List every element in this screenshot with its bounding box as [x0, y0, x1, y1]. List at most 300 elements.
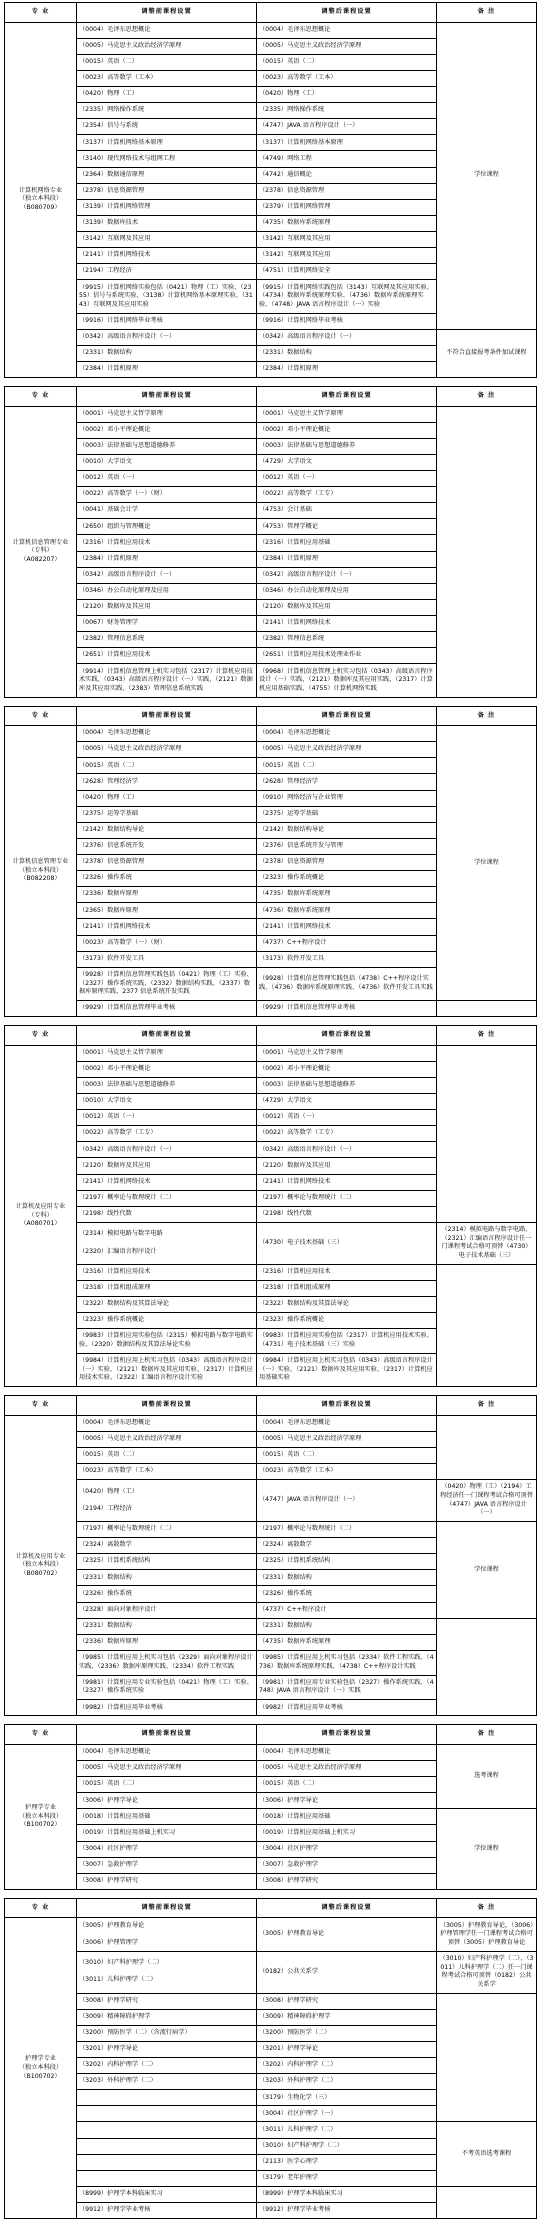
course-after: （3005）护理教育导论	[257, 1918, 437, 1951]
course-after: （2142）数据结构导论	[257, 822, 437, 838]
course-after: （3137）计算机网络基本原理	[257, 135, 437, 151]
course-before: （0342）高级语言程序设计（一）	[77, 567, 257, 583]
course-before: （0015）英语（二）	[77, 54, 257, 70]
table-row	[5, 1222, 537, 1264]
course-after: （0342）高级语言程序设计（一）	[257, 329, 437, 345]
course-before: （0022）高等数学（工专）	[77, 1126, 257, 1142]
course-after: （3179）生物化学（三）	[257, 2090, 437, 2106]
course-after: （4749）网络工程	[257, 151, 437, 167]
course-after: （3011）儿科护理学（二）	[257, 2122, 437, 2138]
header-after: 调整后课程设置	[257, 1898, 437, 1918]
course-before: （0022）高等数学（一）（财）	[77, 487, 257, 503]
course-after: （0015）英语（二）	[257, 1777, 437, 1793]
table-header-row	[5, 387, 537, 407]
course-after: （3006）护理学导论	[257, 1793, 437, 1809]
course-before: （0067）财务管理学	[77, 615, 257, 631]
course-before: （9912）护理学毕业考核	[77, 2203, 257, 2219]
course-after: （0005）马克思主义政治经济学原理	[257, 1431, 437, 1447]
major-cell: 计算机及应用专业 （专科） （A080701）	[5, 1045, 77, 1387]
course-after: （3008）护理学研究	[257, 1873, 437, 1889]
course-before: （2314）模拟电路与数字电路 （2320）汇编语言程序设计	[77, 1222, 257, 1264]
note-cell	[437, 406, 537, 697]
course-before: （2316）计算机应用技术	[77, 1264, 257, 1280]
course-after: （2384）计算机原理	[257, 361, 437, 377]
course-before: （2323）操作系统概论	[77, 1313, 257, 1329]
header-before: 调整前课程设置	[77, 706, 257, 726]
course-before: （2120）数据库及其应用	[77, 599, 257, 615]
table-header-row	[5, 1725, 537, 1745]
course-after: （0004）毛泽东思想概论	[257, 1415, 437, 1431]
course-table-section	[4, 706, 536, 1018]
course-before: （9914）计算机信息管理上机实习包括（2317）计算机应用技术实践、（0343）高级语言程序设计（一）实践、（2121）数据库及其应用实践、（2383）管理信息系统实践	[77, 664, 257, 697]
course-before: （0005）马克思主义政治经济学原理	[77, 742, 257, 758]
course-before: （3005）护理教育导论 （3006）护理管理学	[77, 1918, 257, 1951]
course-after: （2382）管理信息系统	[257, 632, 437, 648]
course-before: （2336）数据库原理	[77, 1634, 257, 1650]
course-table	[4, 1724, 537, 1890]
course-before: （2376）信息系统开发	[77, 838, 257, 854]
course-before: （2325）计算机系统结构	[77, 1554, 257, 1570]
course-before: （2378）信息资源管理	[77, 854, 257, 870]
course-before: （0002）邓小平理论概论	[77, 1061, 257, 1077]
table-header-row	[5, 1026, 537, 1046]
header-major: 专 业	[5, 3, 77, 23]
course-before: （2365）数据库原理	[77, 903, 257, 919]
major-cell: 计算机信息管理专业 （专科） （A082207）	[5, 406, 77, 697]
course-before: （0004）毛泽东思想概论	[77, 1415, 257, 1431]
course-before: （3004）社区护理学	[77, 1841, 257, 1857]
course-after: （2335）网络操作系统	[257, 103, 437, 119]
course-after: （2651）计算机应用技术处理业作业	[257, 648, 437, 664]
course-before: （2331）数据结构	[77, 345, 257, 361]
course-before: （9985）计算机应用上机实习包括（2329）面向对象程序设计实践、（2336）数据库原理实践、（2334）软件工程实践	[77, 1650, 257, 1675]
course-after: （0346）办公自动化原理及应用	[257, 583, 437, 599]
course-before: （0023）高等数学（一）（财）	[77, 935, 257, 951]
course-after: （0018）计算机应用基础	[257, 1809, 437, 1825]
course-before: （0019）计算机应用基础上机实习	[77, 1825, 257, 1841]
course-after: （0003）法律基础与思想道德修养	[257, 438, 437, 454]
course-after: （2316）计算机应用技术	[257, 1264, 437, 1280]
course-after: （2120）数据库及其应用	[257, 599, 437, 615]
course-before: （2142）数据结构导论	[77, 822, 257, 838]
header-major: 专 业	[5, 1396, 77, 1416]
course-before: （0004）毛泽东思想概论	[77, 22, 257, 38]
course-before: （3142）互联网及其应用	[77, 231, 257, 247]
course-before: （9981）计算机应用专业实验包括（0421）物理（工）实验、（2327）操作系统实验	[77, 1675, 257, 1700]
table-row	[5, 406, 537, 422]
course-after: （0005）马克思主义政治经济学原理	[257, 742, 437, 758]
course-before: （0015）英语（二）	[77, 758, 257, 774]
note-cell: 不考英语选考课程	[437, 2122, 537, 2186]
course-before: （2324）离散数学	[77, 1538, 257, 1554]
course-after: （2331）数据结构	[257, 1570, 437, 1586]
course-before: （3200）预防医学（二）（含流行病学）	[77, 2025, 257, 2041]
table-row	[5, 1918, 537, 1951]
course-before: （0420）物理（工） （2194）工程经济	[77, 1480, 257, 1522]
course-after: （4753）管理学概论	[257, 519, 437, 535]
header-note: 备 注	[437, 387, 537, 407]
course-after: （2375）运筹学基础	[257, 806, 437, 822]
course-after: （3007）急救护理学	[257, 1857, 437, 1873]
course-before: （0012）英语（一）	[77, 1110, 257, 1126]
course-after: （9985）计算机应用上机实习包括（2334）软件工程实践、（4736）数据库系统原理实践、（4738）C++程序设计实践	[257, 1650, 437, 1675]
note-cell	[437, 1993, 537, 2122]
major-cell: 计算机及应用专业 （独立本科段） （B080702）	[5, 1415, 77, 1716]
course-after: （9912）护理学毕业考核	[257, 2203, 437, 2219]
course-table-section	[4, 386, 536, 698]
course-before: （2382）管理信息系统	[77, 632, 257, 648]
table-header-row	[5, 3, 537, 23]
header-note: 备 注	[437, 1725, 537, 1745]
table-row	[5, 1522, 537, 1538]
header-note: 备 注	[437, 3, 537, 23]
course-before: （9916）计算机网络毕业考核	[77, 313, 257, 329]
header-note: 备 注	[437, 1396, 537, 1416]
course-after: （2316）计算机应用基础	[257, 535, 437, 551]
table-row	[5, 2122, 537, 2138]
course-before: （2326）操作系统	[77, 871, 257, 887]
course-after: （4753）会计基础	[257, 503, 437, 519]
course-after: （4747）JAVA 语言程序设计（一）	[257, 119, 437, 135]
header-major: 专 业	[5, 387, 77, 407]
course-after: （2325）计算机系统结构	[257, 1554, 437, 1570]
course-after: （2113）医学心理学	[257, 2154, 437, 2170]
course-after: （0004）毛泽东思想概论	[257, 726, 437, 742]
course-before: （3202）内科护理学（二）	[77, 2058, 257, 2074]
course-before: （0005）马克思主义政治经济学原理	[77, 1761, 257, 1777]
header-after: 调整后课程设置	[257, 3, 437, 23]
course-after: （2198）线性代数	[257, 1206, 437, 1222]
note-cell	[437, 1264, 537, 1386]
course-after: （9982）计算机应用毕业考核	[257, 1700, 437, 1716]
course-before: （0342）高级语言程序设计（一）	[77, 329, 257, 345]
course-before: （3139）计算机网络管理	[77, 199, 257, 215]
course-table	[4, 386, 537, 698]
course-before: （3009）精神障碍护理学	[77, 2009, 257, 2025]
course-before: （0346）办公自动化原理及应用	[77, 583, 257, 599]
course-table-section	[4, 1898, 536, 2219]
course-after: （2331）数据结构	[257, 1618, 437, 1634]
course-table	[4, 706, 537, 1018]
course-after: （4730）电子技术基础（三）	[257, 1222, 437, 1264]
course-after: （2141）计算机网络技术	[257, 1174, 437, 1190]
course-before: （0002）邓小平理论概论	[77, 422, 257, 438]
course-before	[77, 2122, 257, 2138]
course-before: （0012）英语（一）	[77, 470, 257, 486]
course-before: （2628）管理经济学	[77, 774, 257, 790]
course-after: （0023）高等数学（工本）	[257, 1464, 437, 1480]
course-after: （0001）马克思主义哲学原理	[257, 1045, 437, 1061]
course-after: （3203）外科护理学（二）	[257, 2074, 437, 2090]
course-after: （3202）内科护理学（二）	[257, 2058, 437, 2074]
document	[4, 2, 536, 2227]
course-after: （8999）护理学本科临床实习	[257, 2186, 437, 2202]
course-after: （0012）英语（一）	[257, 470, 437, 486]
note-cell: 学位课程	[437, 1809, 537, 1890]
course-after: （2376）信息系统开发与管理	[257, 838, 437, 854]
course-after: （9983）计算机应用实验包括（2317）计算机应用技术实验、（4731）电子技术基础（三）实验	[257, 1329, 437, 1354]
header-major: 专 业	[5, 1026, 77, 1046]
course-before: （0001）马克思主义哲学原理	[77, 1045, 257, 1061]
course-before: （2336）数据库原理	[77, 887, 257, 903]
course-after: （9968）计算机信息管理上机实习包括（0343）高级语言程序设计（一）实践、（2121）数据库及其应用实践、（2317）计算机应用基础实践、（4755）计算机网络实践	[257, 664, 437, 697]
course-before	[77, 2106, 257, 2122]
course-before: （0015）英语（二）	[77, 1447, 257, 1463]
course-before: （3203）外科护理学（二）	[77, 2074, 257, 2090]
course-after: （0004）毛泽东思想概论	[257, 22, 437, 38]
course-before: （2141）计算机网络技术	[77, 1174, 257, 1190]
table-row	[5, 726, 537, 742]
header-major: 专 业	[5, 1725, 77, 1745]
course-before: （2316）计算机应用技术	[77, 535, 257, 551]
course-after: （2628）管理经济学	[257, 774, 437, 790]
course-table-section	[4, 1025, 536, 1387]
course-before: （2198）线性代数	[77, 1206, 257, 1222]
course-after: （0005）马克思主义政治经济学原理	[257, 38, 437, 54]
course-table-section	[4, 2, 536, 378]
course-before: （0005）马克思主义政治经济学原理	[77, 1431, 257, 1447]
course-before: （0018）计算机应用基础	[77, 1809, 257, 1825]
course-after: （2120）数据库及其应用	[257, 1158, 437, 1174]
course-table	[4, 2, 537, 378]
header-note: 备 注	[437, 1898, 537, 1918]
course-before	[77, 2138, 257, 2154]
course-after: （3173）软件开发工具	[257, 951, 437, 967]
table-header-row	[5, 1396, 537, 1416]
header-before: 调整前课程设置	[77, 1898, 257, 1918]
header-after: 调整后课程设置	[257, 1026, 437, 1046]
course-before: （3006）护理学导论	[77, 1793, 257, 1809]
course-before: （3173）软件开发工具	[77, 951, 257, 967]
course-after: （0420）物理（工）	[257, 86, 437, 102]
course-before: （0015）英语（二）	[77, 1777, 257, 1793]
course-table	[4, 1395, 537, 1716]
course-after: （0002）邓小平理论概论	[257, 1061, 437, 1077]
course-after: （0015）英语（二）	[257, 1447, 437, 1463]
course-after: （0182）公共关系学	[257, 1951, 437, 1993]
course-after: （3004）社区护理学（一）	[257, 2106, 437, 2122]
course-table	[4, 1898, 537, 2219]
course-after: （9915）计算机网络实践包括（3143）互联网及其应用实验、（4734）数据库系统原理实验、（4736）数据库系统原理实验、（4748）JAVA 语言程序设计（一）实验	[257, 280, 437, 313]
course-before: （3007）急救护理学	[77, 1857, 257, 1873]
course-after: （9916）计算机网络毕业考核	[257, 313, 437, 329]
course-before: （7197）概率论与数理统计（二）	[77, 1522, 257, 1538]
course-before: （0420）物理（工）	[77, 790, 257, 806]
course-after: （4729）大学语文	[257, 1093, 437, 1109]
course-table	[4, 1025, 537, 1387]
course-before: （0004）毛泽东思想概论	[77, 1744, 257, 1760]
course-before: （9929）计算机信息管理毕业考核	[77, 1001, 257, 1017]
note-cell: （3005）护理教育导论、（3006）护理管理学任一门课程考试合格可顶替（3005）护理教育导论	[437, 1918, 537, 1951]
header-before: 调整前课程设置	[77, 3, 257, 23]
course-after: （0001）马克思主义哲学原理	[257, 406, 437, 422]
header-before: 调整前课程设置	[77, 1725, 257, 1745]
course-before: （3137）计算机网络基本原理	[77, 135, 257, 151]
course-before: （2194）工程经济	[77, 264, 257, 280]
note-cell: 学位课程	[437, 726, 537, 1001]
course-after: （4751）计算机网络安全	[257, 264, 437, 280]
course-after: （3200）预防医学（二）	[257, 2025, 437, 2041]
course-before: （8999）护理学本科临床实习	[77, 2186, 257, 2202]
course-before: （2650）组织与管理概论	[77, 519, 257, 535]
course-after: （3201）护理学导论	[257, 2041, 437, 2057]
course-before: （0041）基础会计学	[77, 503, 257, 519]
course-before: （3008）护理学研究	[77, 1873, 257, 1889]
course-table-section	[4, 1724, 536, 1890]
note-cell: （0420）物理（工）（2194）工程经济任一门课程考试合格可顶替（4747）JAVA 语言程序设计（一）	[437, 1480, 537, 1522]
note-cell: 不符合直接报考条件加试课程	[437, 329, 537, 377]
course-after: （0004）毛泽东思想概论	[257, 1744, 437, 1760]
course-after: （9984）计算机应用上机实习包括（0343）高级语言程序设计（一）实验、（2121）数据库及其应用实验、（2317）计算机应用基础实验	[257, 1353, 437, 1386]
table-row	[5, 1951, 537, 1993]
course-table-section	[4, 1395, 536, 1716]
course-before: （0004）毛泽东思想概论	[77, 726, 257, 742]
course-after: （3009）精神障碍护理学	[257, 2009, 437, 2025]
course-after: （4736）数据库系统原理	[257, 903, 437, 919]
note-cell: 学位课程	[437, 1522, 537, 1619]
course-before: （3201）护理学导论	[77, 2041, 257, 2057]
course-after: （2318）计算机组成原理	[257, 1280, 437, 1296]
course-before: （2354）信号与系统	[77, 119, 257, 135]
major-cell: 计算机网络专业 （独立本科段） （B080709）	[5, 22, 77, 377]
course-before: （2384）计算机原理	[77, 551, 257, 567]
course-after: （2141）计算机网络技术	[257, 615, 437, 631]
table-row	[5, 1415, 537, 1431]
table-row	[5, 1264, 537, 1280]
table-row	[5, 329, 537, 345]
note-cell	[437, 1618, 537, 1716]
course-before: （2375）运筹学基础	[77, 806, 257, 822]
note-cell: （2314）模拟电路与数字电路、（2321）汇编语言程序设计任一门课程考试合格可顶替（4730）电子技术基础（三）	[437, 1222, 537, 1264]
course-after: （2384）计算机原理	[257, 551, 437, 567]
course-after: （0022）高等数学（工专）	[257, 487, 437, 503]
major-cell: 护理学专业 （独立本科段） （B100702）	[5, 1744, 77, 1889]
course-before: （9984）计算机应用上机实习包括（0343）高级语言程序设计（一）实验、（2121）数据库及其应用实验、（2317）计算机应用技术实验、（2322）汇编语言程序设计实验	[77, 1353, 257, 1386]
course-after: （0022）高等数学（工专）	[257, 1126, 437, 1142]
course-after: （0342）高级语言程序设计（一）	[257, 1142, 437, 1158]
note-cell: 学位课程	[437, 22, 537, 329]
course-after: （0015）英语（二）	[257, 758, 437, 774]
course-after: （2197）概率论与数理统计（二）	[257, 1190, 437, 1206]
course-before: （2651）计算机应用技术	[77, 648, 257, 664]
course-before: （0023）高等数学（工本）	[77, 1464, 257, 1480]
course-before: （3010）妇产科护理学（二） （3011）儿科护理学（二）	[77, 1951, 257, 1993]
course-before: （2141）计算机网络技术	[77, 919, 257, 935]
course-after: （0910）网络经济与企业管理	[257, 790, 437, 806]
course-after: （0023）高等数学（工本）	[257, 70, 437, 86]
course-before: （0003）法律基础与思想道德修养	[77, 1077, 257, 1093]
course-after: （3142）互联网及其应用	[257, 248, 437, 264]
course-before: （2197）概率论与数理统计（二）	[77, 1190, 257, 1206]
header-major: 专 业	[5, 706, 77, 726]
course-after: （0012）英语（一）	[257, 1110, 437, 1126]
header-major: 专 业	[5, 1898, 77, 1918]
note-cell	[437, 1045, 537, 1222]
course-after: （4729）大学语文	[257, 454, 437, 470]
note-cell	[437, 2186, 537, 2218]
course-before: （2364）数据通信原理	[77, 167, 257, 183]
course-before: （0420）物理（工）	[77, 86, 257, 102]
course-before: （0342）高级语言程序设计（一）	[77, 1142, 257, 1158]
table-header-row	[5, 1898, 537, 1918]
header-note: 备 注	[437, 706, 537, 726]
course-before: （3008）护理学研究	[77, 1993, 257, 2009]
course-after: （4735）数据库系统原理	[257, 1634, 437, 1650]
course-before: （3139）数据库技术	[77, 215, 257, 231]
course-after: （9981）计算机应用专业实验包括（2327）操作系统实践、（4748）JAVA 语言程序设计（一）实践	[257, 1675, 437, 1700]
course-before: （3140）现代网络技术与组网工程	[77, 151, 257, 167]
course-after: （2331）数据结构	[257, 345, 437, 361]
course-after: （4735）数据库系统原理	[257, 887, 437, 903]
course-after: （2378）信息资源管理	[257, 183, 437, 199]
course-before	[77, 2154, 257, 2170]
header-before: 调整前课程设置	[77, 1026, 257, 1046]
course-after: （4737）C++程序设计	[257, 935, 437, 951]
course-after: （2379）计算机网络管理	[257, 199, 437, 215]
course-before: （2331）数据结构	[77, 1570, 257, 1586]
table-row	[5, 1993, 537, 2009]
course-before: （0005）马克思主义政治经济学原理	[77, 38, 257, 54]
course-after: （0002）邓小平理论概论	[257, 422, 437, 438]
course-before: （2328）面向对象程序设计	[77, 1602, 257, 1618]
course-before: （9983）计算机应用实验包括（2315）模拟电路与数字电路实验、（2320）数据结构及其算法导论实验	[77, 1329, 257, 1354]
table-row	[5, 1809, 537, 1825]
course-before: （2322）数据结构及其算法导论	[77, 1296, 257, 1312]
course-before: （0010）大学语文	[77, 1093, 257, 1109]
course-after: （2141）计算机网络技术	[257, 919, 437, 935]
header-note: 备 注	[437, 1026, 537, 1046]
course-before: （2378）信息资源管理	[77, 183, 257, 199]
header-before: 调整前课程设置	[77, 387, 257, 407]
course-after: （2322）数据结构及其算法导论	[257, 1296, 437, 1312]
table-row	[5, 1480, 537, 1522]
course-before: （2326）操作系统	[77, 1586, 257, 1602]
note-cell: （3010）妇产科护理学（二）、（3011）儿科护理学（二）任一门课程考试合格可顶替（0182）公共关系学	[437, 1951, 537, 1993]
course-after: （0015）英语（二）	[257, 54, 437, 70]
course-after: （2197）概率论与数理统计（二）	[257, 1522, 437, 1538]
course-after: （2323）操作系统概论	[257, 1313, 437, 1329]
course-before: （9915）计算机网络实验包括（0421）物理（工）实验、（2355）信号与系统实验、（3138）计算机网络基本原理实验、（3143）互联网及其应用实验	[77, 280, 257, 313]
course-before: （9928）计算机信息管理实践包括（0421）物理（工）实验、（2327）操作系统实践、（2332）数据结构实践、（2337）数据库原理实践、2377 信息系统开发实践	[77, 967, 257, 1000]
table-row	[5, 1001, 537, 1017]
course-after: （2323）操作系统概论	[257, 871, 437, 887]
course-after: （4742）通信概论	[257, 167, 437, 183]
course-before: （2384）计算机原理	[77, 361, 257, 377]
table-header-row	[5, 706, 537, 726]
header-after: 调整后课程设置	[257, 1396, 437, 1416]
course-after: （3142）互联网及其应用	[257, 231, 437, 247]
course-after: （0019）计算机应用基础上机实习	[257, 1825, 437, 1841]
course-after: （2378）信息资源管理	[257, 854, 437, 870]
course-before: （2335）网络操作系统	[77, 103, 257, 119]
header-before: 调整前课程设置	[77, 1396, 257, 1416]
table-row	[5, 1618, 537, 1634]
course-before: （0010）大学语文	[77, 454, 257, 470]
course-after: （4737）C++程序设计	[257, 1602, 437, 1618]
course-after: （0005）马克思主义政治经济学原理	[257, 1761, 437, 1777]
course-before: （0023）高等数学（工本）	[77, 70, 257, 86]
course-after: （2326）操作系统	[257, 1586, 437, 1602]
course-after: （4747）JAVA 语言程序设计（一）	[257, 1480, 437, 1522]
course-before: （0003）法律基础与思想道德修养	[77, 438, 257, 454]
note-cell	[437, 1001, 537, 1017]
course-before: （2120）数据库及其应用	[77, 1158, 257, 1174]
major-cell: 计算机信息管理专业 （独立本科段） （B082208）	[5, 726, 77, 1017]
header-after: 调整后课程设置	[257, 387, 437, 407]
note-cell: 选考课程	[437, 1744, 537, 1808]
course-after: （3179）老年护理学	[257, 2170, 437, 2186]
course-after: （2324）离散数学	[257, 1538, 437, 1554]
